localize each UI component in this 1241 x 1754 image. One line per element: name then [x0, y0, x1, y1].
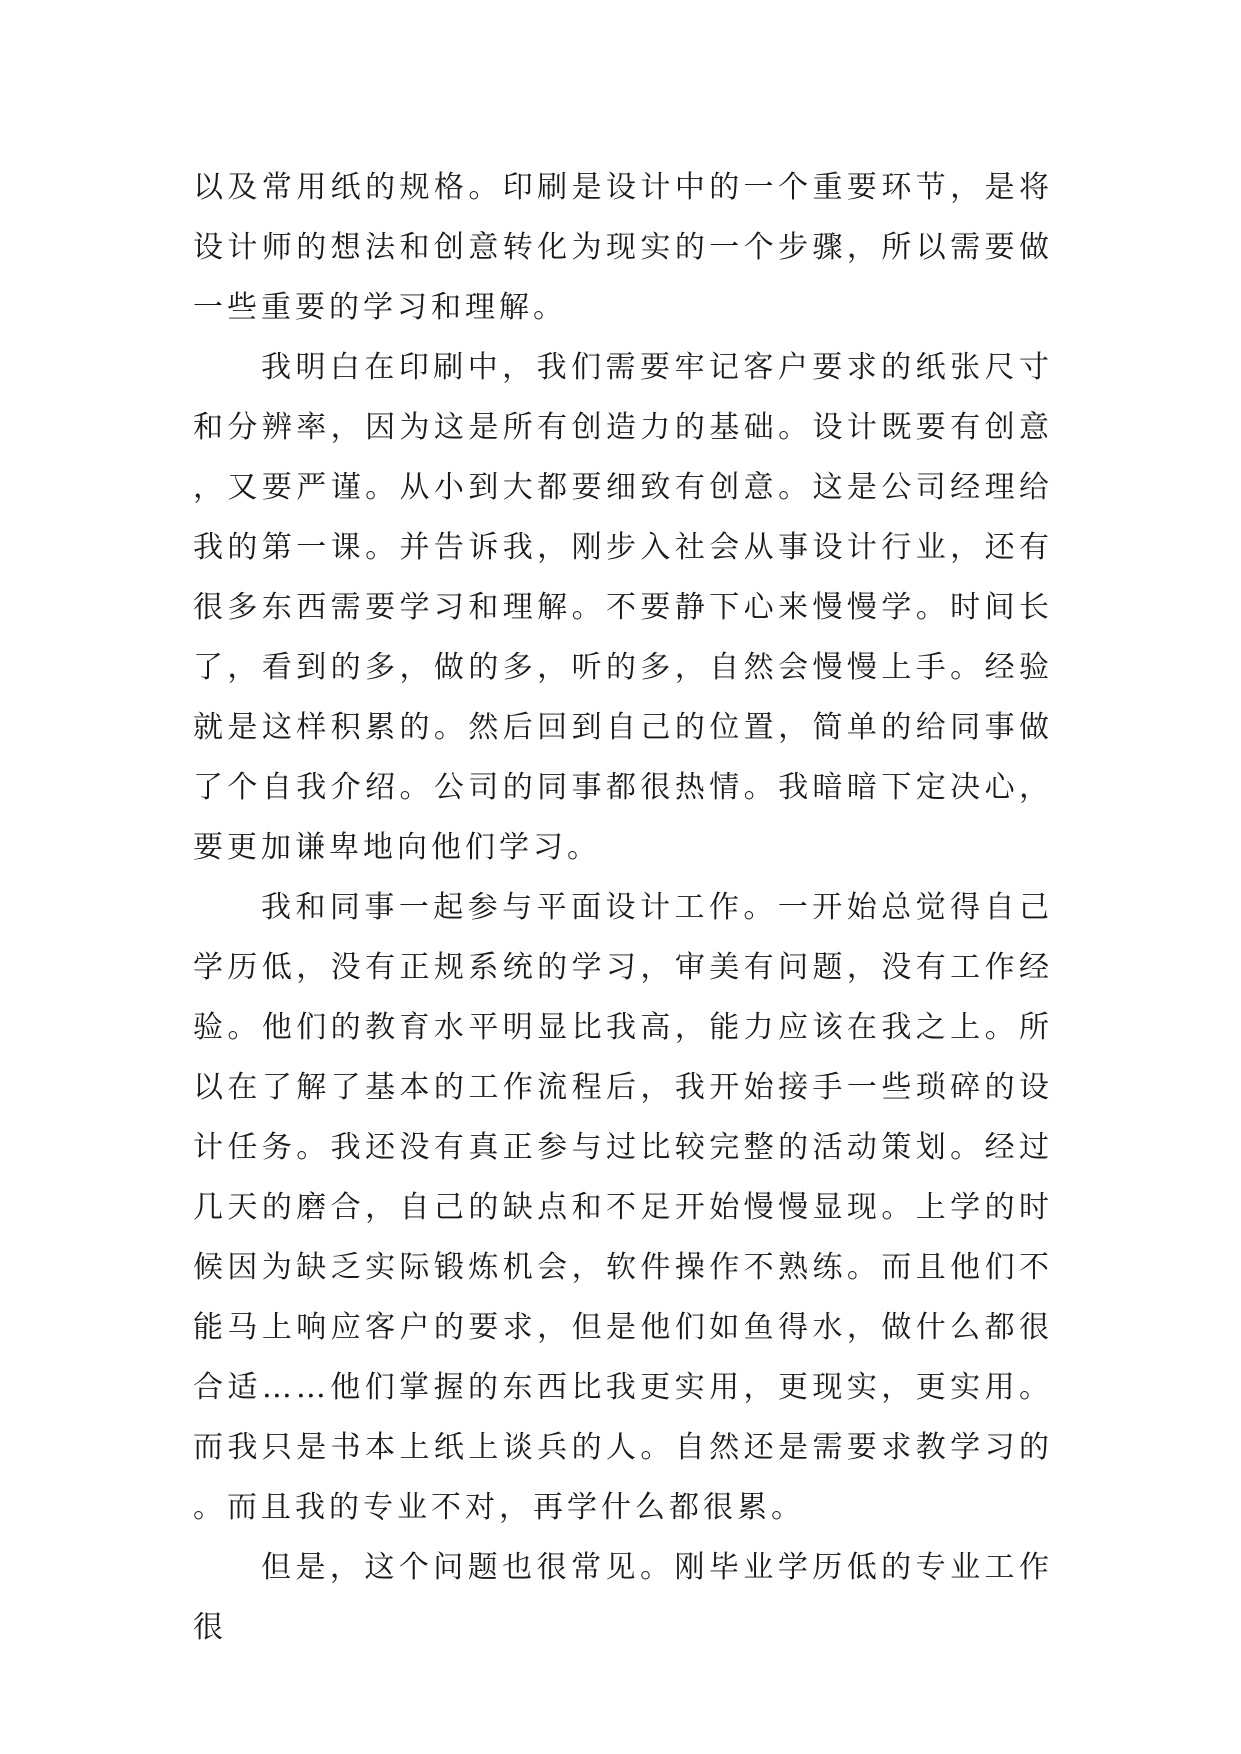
document-body: [193, 158, 1053, 1658]
paragraph-1: 以及常用纸的规格。印刷是设计中的一个重要环节，是将设计师的想法和创意转化为现实的一个步骤，所以需要做一些重要的学习和理解。: [193, 170, 1053, 325]
paragraph-3: 我和同事一起参与平面设计工作。一开始总觉得自己学历低，没有正规系统的学习，审美有问题，没有工作经验。他们的教育水平明显比我高，能力应该在我之上。所以在了解了基本的工作流程后，我开始接手一些琐碎的设计任务。我还没有真正参与过比较完整的活动策划。经过几天的磨合，自己的缺点和不足开始慢慢显现。上学的时候因为缺乏实际锻炼机会，软件操作不熟练。而且他们不能马上响应客户的要求，但是他们如鱼得水，做什么都很合适……他们掌握的东西比我更实用，更现实，更实用。而我只是书本上纸上谈兵的人。自然还是需要求教学习的。而且我的专业不对，再学什么都很累。: [193, 890, 1053, 1525]
paragraph-4: 但是，这个问题也很常见。刚毕业学历低的专业工作很: [193, 1550, 1053, 1645]
paragraph-2: 我明白在印刷中，我们需要牢记客户要求的纸张尺寸和分辨率，因为这是所有创造力的基础。设计既要有创意，又要严谨。从小到大都要细致有创意。这是公司经理给我的第一课。并告诉我，刚步入社会从事设计行业，还有很多东西需要学习和理解。不要静下心来慢慢学。时间长了，看到的多，做的多，听的多，自然会慢慢上手。经验就是这样积累的。然后回到自己的位置，简单的给同事做了个自我介绍。公司的同事都很热情。我暗暗下定决心，要更加谦卑地向他们学习。: [193, 350, 1053, 865]
